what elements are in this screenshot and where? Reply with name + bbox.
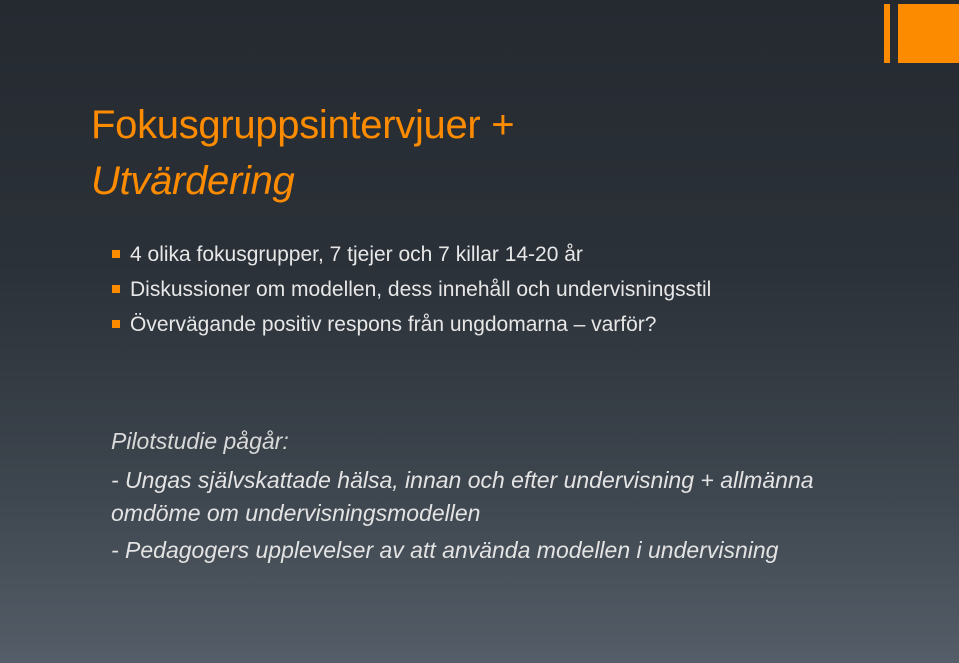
square-bullet-icon	[112, 250, 120, 258]
pilot-study-section	[111, 425, 871, 571]
accent-bar-thick	[898, 4, 959, 63]
bullet-text: 4 olika fokusgrupper, 7 tjejer och 7 killar 14-20 år	[130, 243, 583, 266]
bullet-text: Övervägande positiv respons från ungdomarna – varför?	[130, 313, 657, 336]
slide-title-line2: Utvärdering	[91, 159, 295, 203]
bullet-item	[112, 274, 832, 305]
pilot-study-item: - Ungas självskattade hälsa, innan och efter undervisning + allmänna omdöme om undervisningsmodellen	[111, 467, 814, 526]
bullet-item	[112, 309, 832, 340]
accent-bar-thin	[884, 4, 890, 63]
square-bullet-icon	[112, 285, 120, 293]
pilot-study-heading: Pilotstudie pågår:	[111, 428, 289, 454]
slide-title-line1: Fokusgruppsintervjuer +	[91, 103, 515, 147]
square-bullet-icon	[112, 320, 120, 328]
bullet-item	[112, 239, 832, 270]
pilot-study-item: - Pedagogers upplevelser av att använda modellen i undervisning	[111, 537, 779, 563]
bullet-text: Diskussioner om modellen, dess innehåll och undervisningsstil	[130, 278, 712, 301]
bullet-list	[112, 239, 832, 344]
slide-title	[91, 97, 831, 209]
